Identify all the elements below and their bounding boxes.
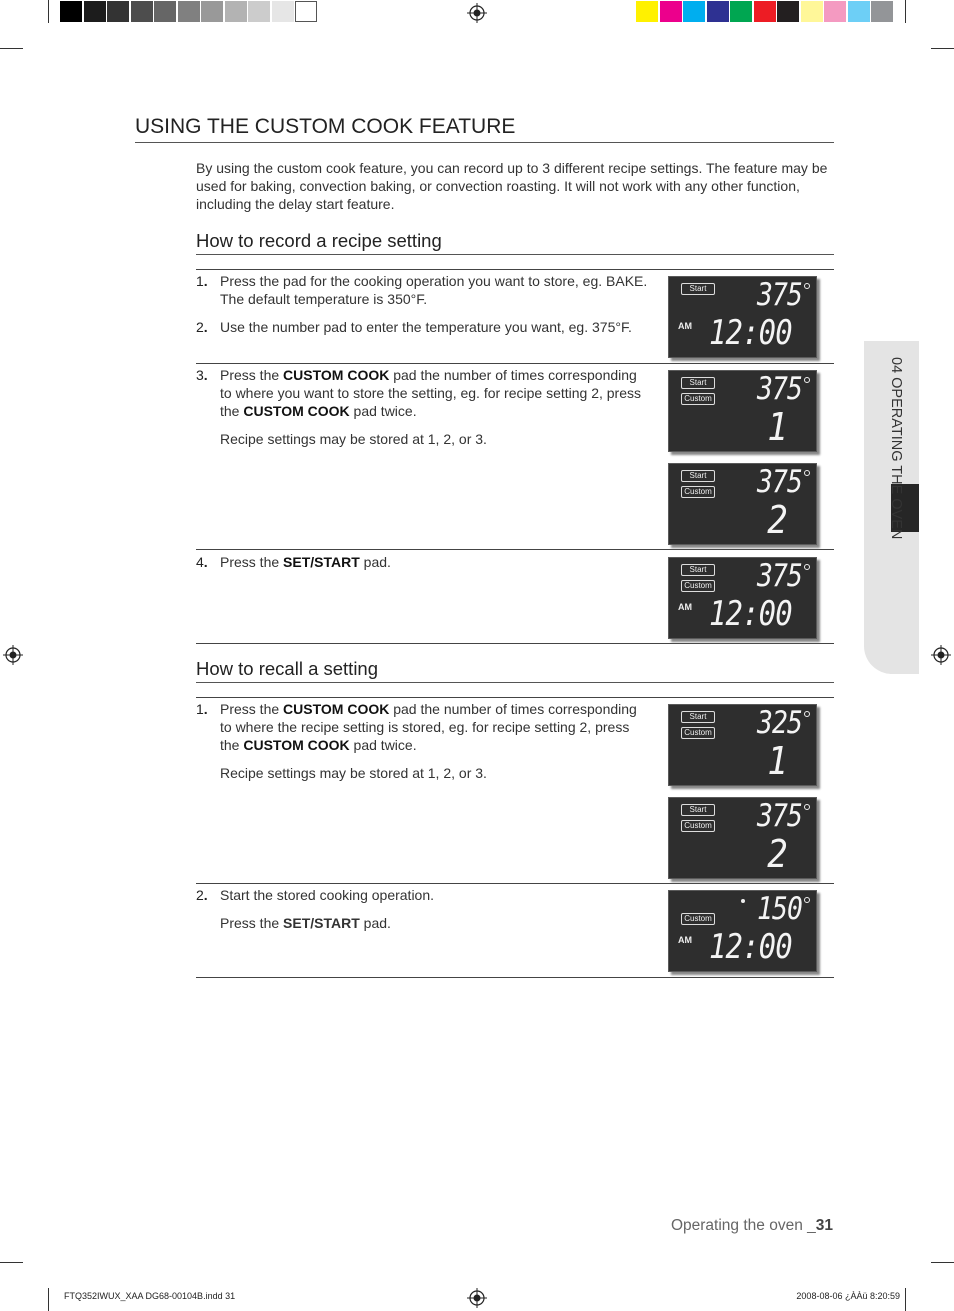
start-indicator: Start (681, 804, 715, 816)
step-note (220, 915, 650, 931)
button-name: SET/START (283, 915, 360, 931)
am-indicator: AM (678, 602, 692, 612)
color-swatch (801, 1, 823, 22)
color-swatch (178, 1, 200, 22)
divider (196, 643, 834, 644)
registration-mark-icon (467, 1288, 487, 1308)
color-swatch (871, 1, 893, 22)
color-swatch (707, 1, 729, 22)
recipe-slot-readout: 1 (767, 405, 788, 449)
divider (196, 549, 834, 550)
crop-mark (931, 48, 954, 49)
color-swatch (754, 1, 776, 22)
step-note: Recipe settings may be stored at 1, 2, or 3. (220, 765, 487, 781)
custom-indicator: Custom (681, 913, 715, 925)
color-swatch (683, 1, 705, 22)
page-title: USING THE CUSTOM COOK FEATURE (135, 114, 834, 143)
oven-display (668, 276, 817, 358)
temperature-readout: 375 (756, 798, 802, 834)
text-run: Press the (220, 554, 284, 570)
section-heading-record: How to record a recipe setting (196, 230, 834, 255)
recipe-slot-readout: 1 (767, 739, 788, 783)
custom-indicator: Custom (681, 580, 715, 592)
custom-indicator: Custom (681, 393, 715, 405)
step-text (220, 553, 650, 571)
degree-icon (804, 564, 810, 570)
step-number-text: 2 (196, 887, 204, 903)
clock-readout: 12:00 (709, 594, 792, 634)
section-heading-recall: How to recall a setting (196, 658, 834, 683)
chapter-tab-label (864, 341, 919, 674)
oven-display (668, 557, 817, 639)
step-note: Recipe settings may be stored at 1, 2, or 3. (220, 431, 487, 447)
text-run: pad the number of times corresponding to where the recipe setting is stored, eg. for recipe setting 2, press the (220, 701, 637, 753)
degree-icon (804, 283, 810, 289)
temperature-readout: 325 (756, 705, 802, 741)
color-swatch (131, 1, 153, 22)
start-indicator: Start (681, 711, 715, 723)
color-swatch (272, 1, 294, 22)
button-name: CUSTOM COOK (243, 403, 350, 419)
page-number: 31 (815, 1217, 833, 1234)
step-number-text: 1 (196, 273, 204, 289)
custom-indicator: Custom (681, 727, 715, 739)
temperature-readout: 375 (756, 558, 802, 594)
custom-indicator: Custom (681, 820, 715, 832)
color-swatch (777, 1, 799, 22)
divider (196, 269, 834, 270)
step-text: Start the stored cooking operation. (220, 887, 435, 903)
print-slug-date: 2008-08-06 ¿ÀÀü 8:20:59 (796, 1291, 900, 1301)
button-name: SET/START (283, 554, 360, 570)
color-swatch (848, 1, 870, 22)
text-run: pad. (359, 554, 391, 570)
crop-mark (48, 1288, 49, 1311)
temperature-readout: 375 (756, 464, 802, 500)
text-run: pad the number of times corresponding to where you want to store the setting, eg. for recipe setting 2, press the (220, 367, 642, 419)
crop-mark (931, 1262, 954, 1263)
indicator-dot-icon (741, 899, 745, 903)
divider (196, 363, 834, 364)
text-run: Press the (220, 915, 284, 931)
start-indicator: Start (681, 283, 715, 295)
button-name: CUSTOM COOK (283, 701, 390, 717)
intro-paragraph: By using the custom cook feature, you can record up to 3 different recipe settings. The feature may be used for baking, convection baking, or convection roasting. It will not work with any other function, including the delay start feature. (196, 160, 828, 212)
clock-readout: 12:00 (709, 927, 792, 967)
print-slug-file: FTQ352IWUX_XAA DG68-00104B.indd 31 (64, 1291, 236, 1301)
temperature-readout: 375 (756, 371, 802, 407)
divider (196, 977, 834, 978)
step-number: 2. (196, 319, 208, 335)
color-swatch (107, 1, 129, 22)
grayscale-color-bar (60, 0, 320, 24)
crop-mark (48, 0, 49, 23)
am-indicator: AM (678, 321, 692, 331)
color-swatch (660, 1, 682, 22)
step-text: Use the number pad to enter the temperature you want, eg. 375°F. (220, 319, 632, 335)
step-text: Press the pad for the cooking operation you want to store, eg. BAKE. The default temperature is 350°F. (220, 273, 648, 307)
clock-readout: 12:00 (709, 313, 792, 353)
page-footer (671, 1217, 833, 1235)
start-indicator: Start (681, 377, 715, 389)
divider (196, 883, 834, 884)
divider (196, 697, 834, 698)
registration-mark-icon (931, 645, 951, 665)
oven-display (668, 370, 817, 452)
degree-icon (804, 470, 810, 476)
crop-mark (905, 1288, 906, 1311)
temperature-readout: 375 (756, 277, 802, 313)
step-number: 2. (196, 887, 208, 903)
start-indicator: Start (681, 470, 715, 482)
button-name: CUSTOM COOK (243, 737, 350, 753)
crop-mark (905, 0, 906, 23)
chapter-tab-text: 04 OPERATING THE OVEN (888, 357, 904, 540)
degree-icon (804, 804, 810, 810)
color-swatch (824, 1, 846, 22)
temperature-readout: 150 (756, 891, 802, 927)
degree-icon (804, 711, 810, 717)
text-run: pad twice. (349, 737, 417, 753)
text-run: pad. (359, 915, 391, 931)
custom-indicator: Custom (681, 486, 715, 498)
step-number-text: 2 (196, 319, 204, 335)
color-swatch (201, 1, 223, 22)
registration-mark-icon (467, 3, 487, 23)
text-run: Press the (220, 367, 284, 383)
step-number-text: 4 (196, 554, 204, 570)
crop-mark (0, 48, 23, 49)
oven-display (668, 797, 817, 879)
step-number-text: 3 (196, 367, 204, 383)
footer-text: Operating the oven _ (670, 1217, 816, 1234)
recipe-slot-readout: 2 (767, 498, 788, 542)
crop-mark (0, 1262, 23, 1263)
text-run: pad twice. (349, 403, 417, 419)
step-number: 1. (196, 701, 208, 717)
oven-display (668, 890, 817, 972)
color-swatch (730, 1, 752, 22)
step-text (220, 366, 650, 420)
text-run: Press the (220, 701, 284, 717)
am-indicator: AM (678, 935, 692, 945)
color-swatch (84, 1, 106, 22)
cmyk-color-bar (636, 0, 896, 24)
degree-icon (804, 377, 810, 383)
step-number: 1. (196, 273, 208, 289)
start-indicator: Start (681, 564, 715, 576)
degree-icon (804, 897, 810, 903)
color-swatch (248, 1, 270, 22)
color-swatch (636, 1, 658, 22)
color-swatch (225, 1, 247, 22)
button-name: CUSTOM COOK (283, 367, 390, 383)
step-text (220, 700, 650, 754)
step-number: 3. (196, 367, 208, 383)
step-number: 4. (196, 554, 208, 570)
color-swatch (60, 1, 82, 22)
recipe-slot-readout: 2 (767, 832, 788, 876)
color-swatch (154, 1, 176, 22)
step-number-text: 1 (196, 701, 204, 717)
oven-display (668, 463, 817, 545)
oven-display (668, 704, 817, 786)
color-swatch (295, 1, 317, 22)
registration-mark-icon (3, 645, 23, 665)
